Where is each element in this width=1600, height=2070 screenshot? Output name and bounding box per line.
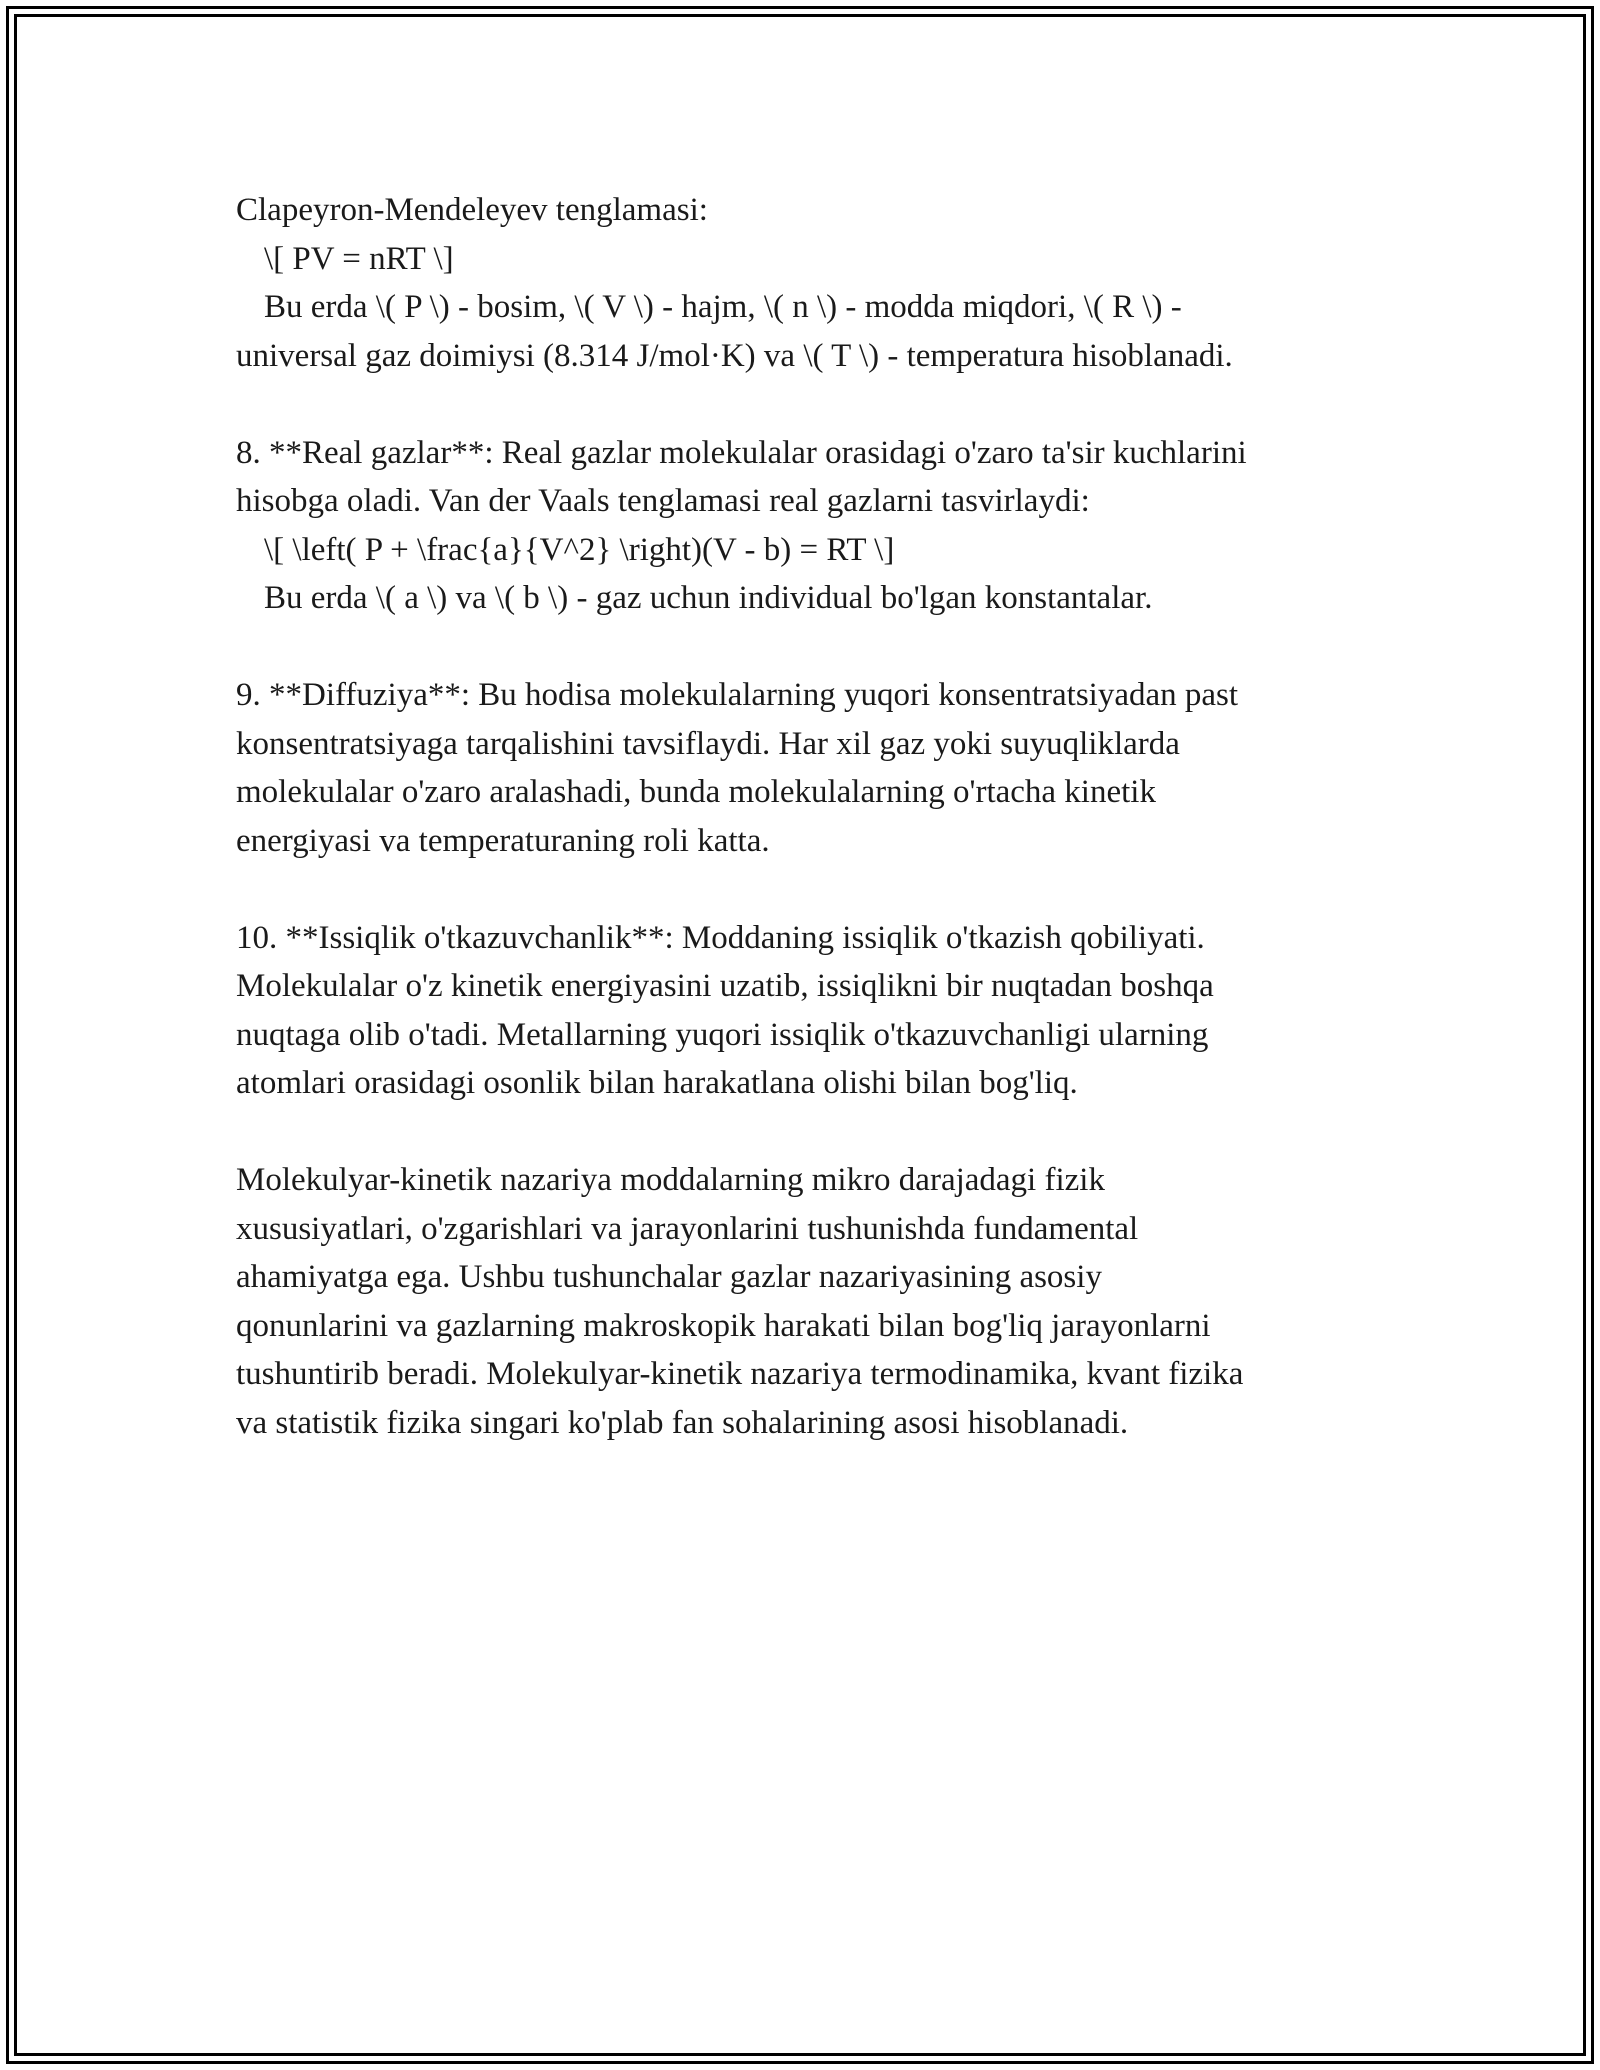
text-line: ahamiyatga ega. Ushbu tushunchalar gazlar nazariyasining asosiy (236, 1259, 1102, 1295)
text-line: Bu erda \( a \) va \( b \) - gaz uchun individual bo'lgan konstantalar. (264, 580, 1153, 616)
text-line: Molekulyar-kinetik nazariya moddalarning mikro darajadagi fizik (236, 1162, 1105, 1198)
thermal-conductivity-section (236, 914, 1386, 1108)
text-line: va statistik fizika singari ko'plab fan sohalarining asosi hisoblanadi. (236, 1404, 1129, 1441)
text-line: qonunlarini va gazlarning makroskopik harakati bilan bog'liq jarayonlarni (236, 1307, 1211, 1344)
text-line: xususiyatlari, o'zgarishlari va jarayonlarini tushunishda fundamental (236, 1210, 1139, 1247)
text-line: 8. **Real gazlar**: Real gazlar molekulalar orasidagi o'zaro ta'sir kuchlarini (236, 434, 1247, 471)
text-line: konsentratsiyaga tarqalishini tavsiflaydi. Har xil gaz yoki suyuqliklarda (236, 725, 1180, 762)
text-line: energiyasi va temperaturaning roli katta. (236, 822, 770, 859)
equation-line: \[ \left( P + \frac{a}{V^2} \right)(V - b) = RT \] (264, 531, 895, 568)
text-line: 10. **Issiqlik o'tkazuvchanlik**: Moddaning issiqlik o'tkazish qobiliyati. (236, 919, 1205, 956)
text-line: atomlari orasidagi osonlik bilan harakatlana olishi bilan bog'liq. (236, 1065, 1078, 1101)
real-gases-section (236, 429, 1386, 623)
document-body (236, 186, 1386, 1496)
text-line: nuqtaga olib o'tadi. Metallarning yuqori issiqlik o'tkazuvchanligi ularning (236, 1016, 1209, 1053)
text-line: hisobga oladi. Van der Vaals tenglamasi real gazlarni tasvirlaydi: (236, 483, 1090, 519)
conclusion-section (236, 1156, 1386, 1447)
text-line: molekulalar o'zaro aralashadi, bunda molekulalarning o'rtacha kinetik (236, 774, 1156, 810)
text-line: tushuntirib beradi. Molekulyar-kinetik nazariya termodinamika, kvant fizika (236, 1356, 1244, 1392)
text-line: universal gaz doimiysi (8.314 J/mol·K) va \( T \) - temperatura hisoblanadi. (236, 337, 1233, 374)
text-line: Molekulalar o'z kinetik energiyasini uzatib, issiqlikni bir nuqtadan boshqa (236, 968, 1214, 1004)
text-line: 9. **Diffuziya**: Bu hodisa molekulalarning yuqori konsentratsiyadan past (236, 677, 1239, 713)
equation-line: \[ PV = nRT \] (264, 240, 454, 277)
section-heading: Clapeyron-Mendeleyev tenglamasi: (236, 192, 708, 228)
diffusion-section (236, 671, 1386, 865)
text-line: Bu erda \( P \) - bosim, \( V \) - hajm, \( n \) - modda miqdori, \( R \) - (264, 289, 1182, 325)
clapeyron-section (236, 186, 1386, 380)
